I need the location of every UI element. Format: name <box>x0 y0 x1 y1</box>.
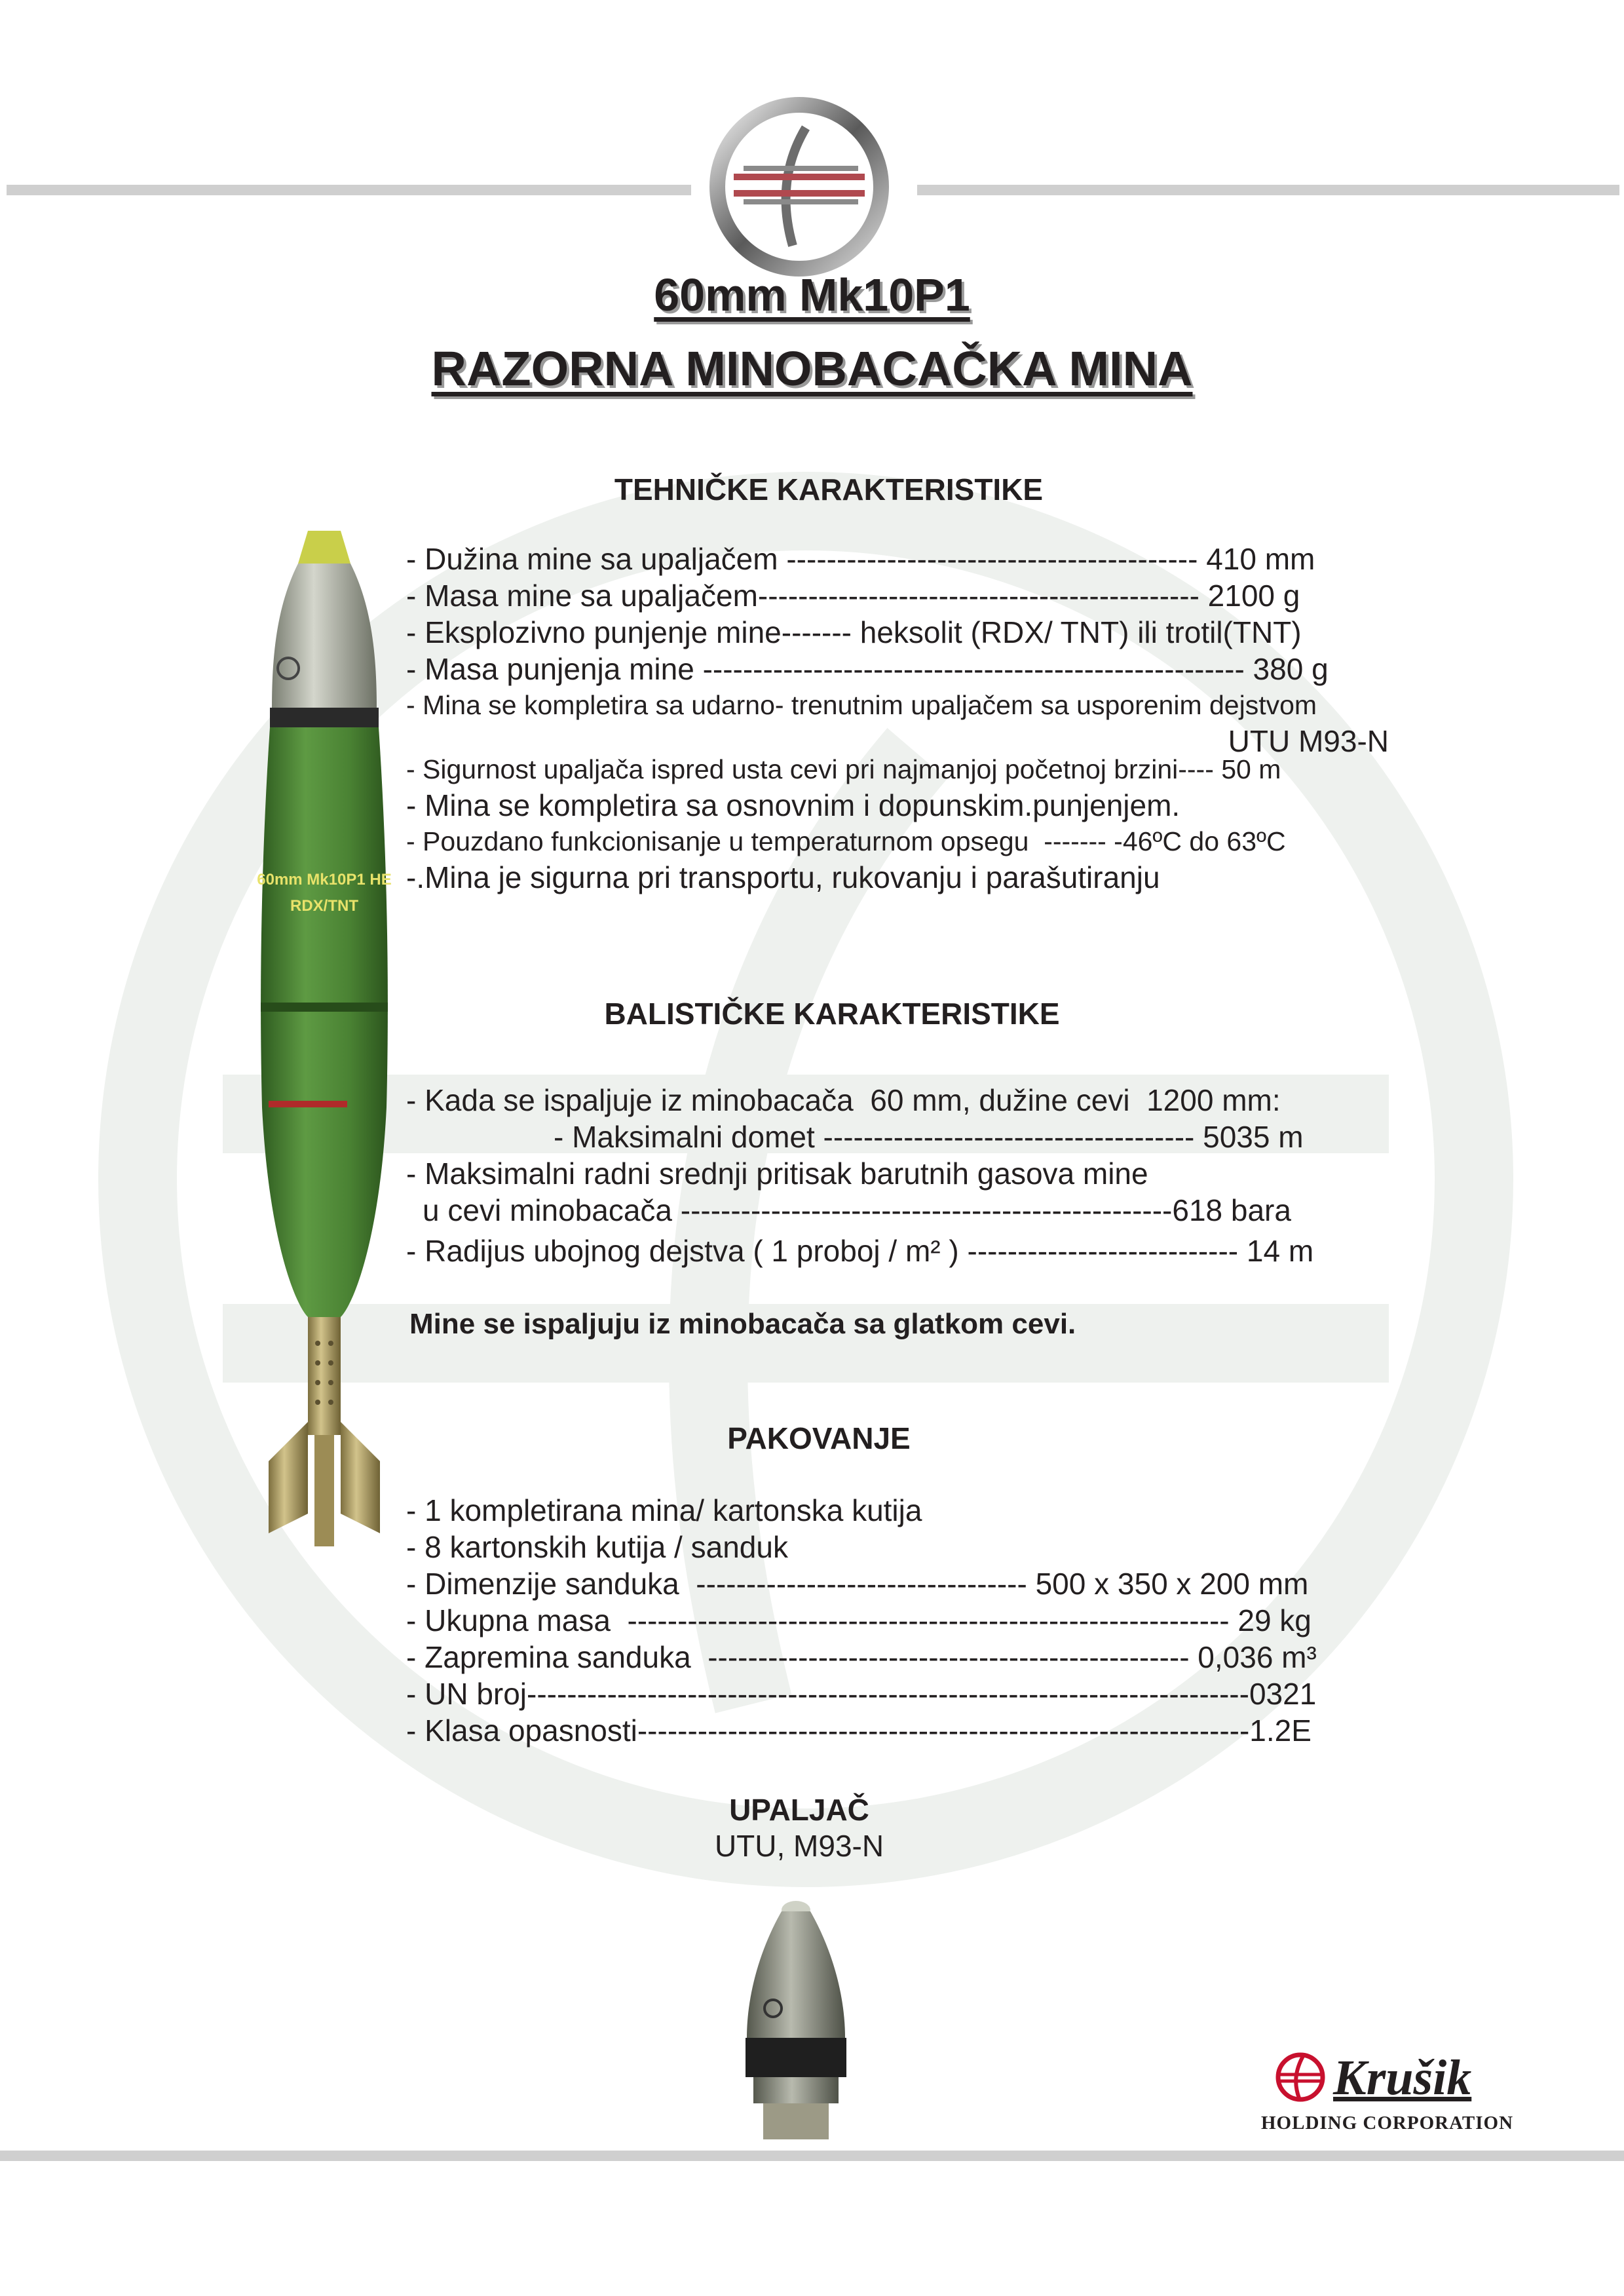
footer-tagline: HOLDING CORPORATION <box>1261 2113 1514 2133</box>
packaging-line: - Dimenzije sanduka --------------------------------- 500 x 350 x 200 mm <box>406 1567 1309 1601</box>
footer-logo-icon <box>1274 2051 1327 2103</box>
shell-marking-line1: 60mm Mk10P1 HE <box>257 871 392 889</box>
ballistic-line: - Maksimalni domet ------------------------------------- 5035 m <box>554 1120 1304 1154</box>
mortar-shell-image <box>242 518 406 1579</box>
document-title: 60mm Mk10P1 <box>654 269 970 320</box>
packaging-line: - 1 kompletirana mina/ kartonska kutija <box>406 1493 922 1527</box>
packaging-line: - Ukupna masa ------------------------------------------------------------ 29 kg <box>406 1603 1312 1637</box>
technical-line: - Mina se kompletira sa udarno- trenutnim upaljačem sa usporenim dejstvom <box>406 690 1317 720</box>
ballistic-heading: BALISTIČKE KARAKTERISTIKE <box>604 997 1060 1031</box>
fuze-subtitle: UTU, M93-N <box>714 1829 884 1863</box>
packaging-heading: PAKOVANJE <box>727 1421 911 1455</box>
company-logo-icon <box>708 95 891 278</box>
technical-line: UTU M93-N <box>1228 724 1389 758</box>
document-subtitle: RAZORNA MINOBACAČKA MINA <box>431 341 1193 396</box>
technical-line: -.Mina je sigurna pri transportu, rukovanju i parašutiranju <box>406 860 1160 894</box>
ballistic-line: - Maksimalni radni srednji pritisak barutnih gasova mine <box>406 1157 1148 1191</box>
packaging-line: - 8 kartonskih kutija / sanduk <box>406 1530 788 1564</box>
ballistic-line: - Radijus ubojnog dejstva ( 1 proboj / m² ) --------------------------- 14 m <box>406 1234 1314 1268</box>
technical-heading: TEHNIČKE KARAKTERISTIKE <box>614 472 1044 507</box>
technical-line: - Sigurnost upaljača ispred usta cevi pri najmanjoj početnoj brzini---- 50 m <box>406 754 1281 784</box>
footer-brand-name: Krušik <box>1333 2050 1472 2105</box>
fuze-image <box>727 1897 865 2146</box>
footer-rule <box>0 2151 1624 2161</box>
packaging-line: - UN broj------------------------------------------------------------------------0321 <box>406 1677 1317 1711</box>
fuze-heading: UPALJAČ <box>729 1793 869 1827</box>
technical-line: - Eksplozivno punjenje mine------- heksolit (RDX/ TNT) ili trotil(TNT) <box>406 615 1302 649</box>
ballistic-line: u cevi minobacača -------------------------------------------------618 bara <box>423 1193 1291 1227</box>
shell-marking-line2: RDX/TNT <box>290 897 358 915</box>
technical-line: - Dužina mine sa upaljačem ----------------------------------------- 410 mm <box>406 542 1315 576</box>
ballistic-line: - Kada se ispaljuje iz minobacača 60 mm, dužine cevi 1200 mm: <box>406 1083 1281 1117</box>
packaging-line: - Klasa opasnosti-------------------------------------------------------------1.2E <box>406 1713 1312 1748</box>
packaging-line: - Zapremina sanduka ------------------------------------------------ 0,036 m³ <box>406 1640 1317 1674</box>
technical-line: - Mina se kompletira sa osnovnim i dopunskim.punjenjem. <box>406 788 1180 822</box>
header-rule-right <box>917 185 1619 195</box>
header-rule-left <box>7 185 691 195</box>
technical-line: - Pouzdano funkcionisanje u temperaturnom opsegu ------- -46ºC do 63ºC <box>406 826 1286 856</box>
ballistic-note: Mine se ispaljuju iz minobacača sa glatkom cevi. <box>409 1308 1076 1340</box>
technical-line: - Masa punjenja mine ------------------------------------------------------ 380 g <box>406 652 1329 686</box>
technical-line: - Masa mine sa upaljačem-------------------------------------------- 2100 g <box>406 579 1300 613</box>
